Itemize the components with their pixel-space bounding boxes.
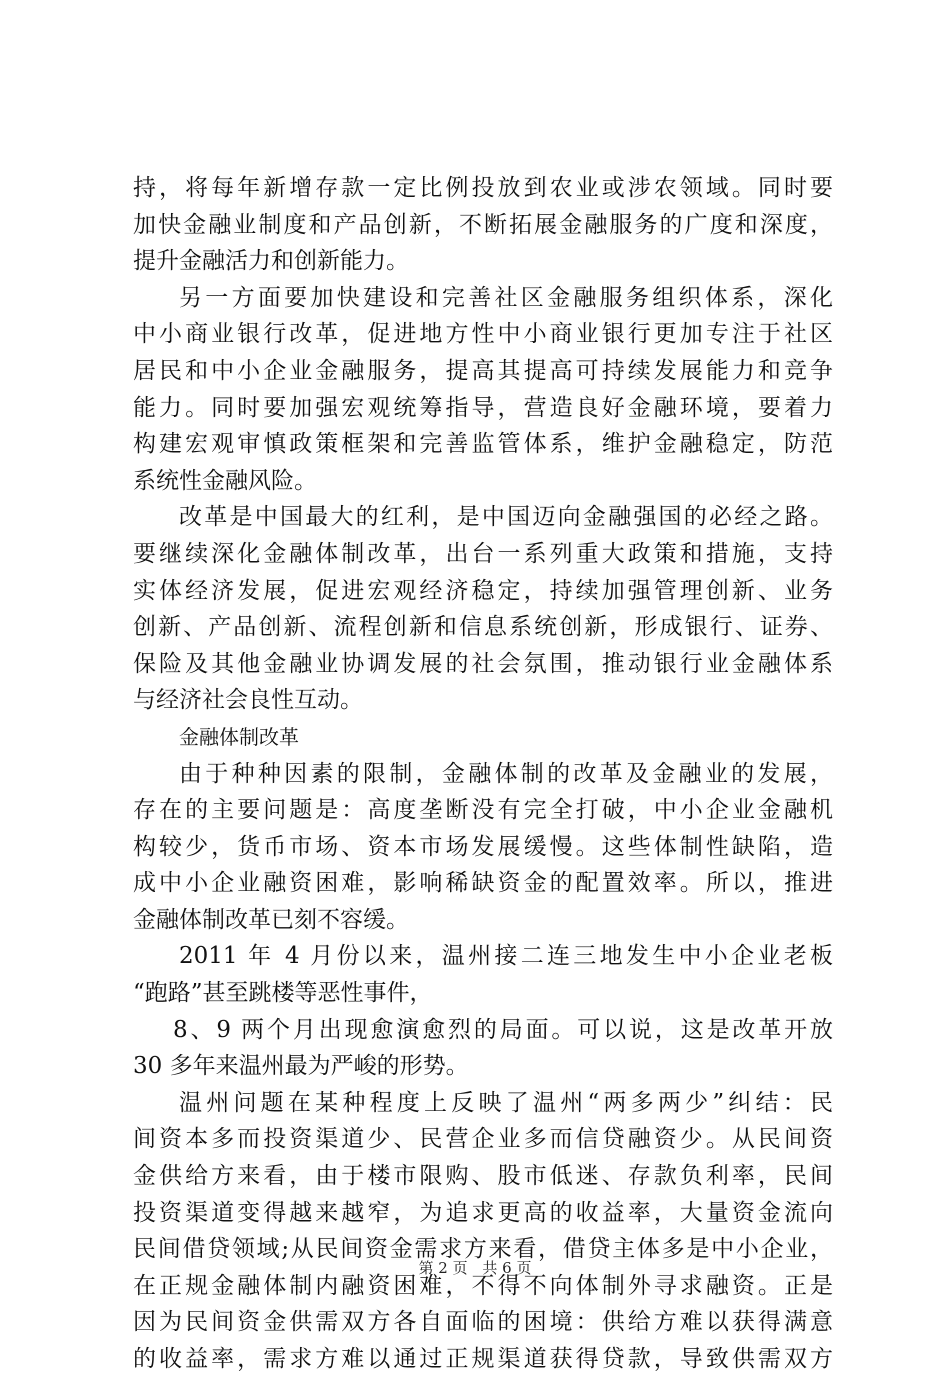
text-line: 实体经济发展，促进宏观经济稳定，持续加强管理创新、业务 [133, 577, 833, 604]
text-line: 30 多年来温州最为严峻的形势。 [133, 1053, 469, 1080]
text-line: 创新、产品创新、流程创新和信息系统创新，形成银行、证券、 [133, 614, 833, 641]
page-total: 共 6 页 [482, 1259, 532, 1277]
page-number: 第 2 页 [418, 1259, 468, 1277]
text-line: 间资本多而投资渠道少、民营企业多而信贷融资少。从民间资 [133, 1126, 833, 1153]
text-line: 提升金融活力和创新能力。 [133, 248, 409, 275]
text-line: 构建宏观审慎政策框架和完善监管体系，维护金融稳定，防范 [133, 431, 833, 458]
text-line: 能力。同时要加强宏观统筹指导，营造良好金融环境，要着力 [133, 394, 833, 421]
text-line: 中小商业银行改革，促进地方性中小商业银行更加专注于社区 [133, 321, 833, 348]
page-footer [0, 1258, 950, 1278]
text-line: 存在的主要问题是：高度垄断没有完全打破，中小企业金融机 [133, 797, 833, 824]
text-line: 因为民间资金供需双方各自面临的困境：供给方难以获得满意 [133, 1309, 833, 1336]
text-line: 加快金融业制度和产品创新，不断拓展金融服务的广度和深度， [133, 211, 833, 238]
text-line: 民间借贷领域;从民间资金需求方来看，借贷主体多是中小企业， [133, 1236, 833, 1263]
text-line: 由于种种因素的限制，金融体制的改革及金融业的发展， [179, 760, 833, 787]
text-line: 2011 年 4 月份以来，温州接二连三地发生中小企业老板 [179, 943, 833, 970]
text-line: 要继续深化金融体制改革，出台一系列重大政策和措施，支持 [133, 540, 833, 567]
text-line: 成中小企业融资困难，影响稀缺资金的配置效率。所以，推进 [133, 870, 833, 897]
text-line: 改革是中国最大的红利，是中国迈向金融强国的必经之路。 [179, 504, 833, 531]
text-line: 金供给方来看，由于楼市限购、股市低迷、存款负利率，民间 [133, 1163, 833, 1190]
document-body [133, 170, 833, 1378]
text-line: 温州问题在某种程度上反映了温州“两多两少”纠结：民 [179, 1089, 833, 1116]
text-line: 投资渠道变得越来越窄，为追求更高的收益率，大量资金流向 [133, 1199, 833, 1226]
section-heading: 金融体制改革 [179, 724, 299, 749]
text-line: “跑路”甚至跳楼等恶性事件， [133, 980, 433, 1007]
text-line: 保险及其他金融业协调发展的社会氛围，推动银行业金融体系 [133, 650, 833, 677]
text-line: 在正规金融体制内融资困难，不得不向体制外寻求融资。正是 [133, 1272, 833, 1299]
text-line: 居民和中小企业金融服务，提高其提高可持续发展能力和竞争 [133, 357, 833, 384]
text-line: 另一方面要加快建设和完善社区金融服务组织体系，深化 [179, 284, 833, 311]
text-line: 8、9 两个月出现愈演愈烈的局面。可以说，这是改革开放 [173, 1016, 833, 1043]
text-line: 系统性金融风险。 [133, 467, 317, 494]
text-line: 构较少，货币市场、资本市场发展缓慢。这些体制性缺陷，造 [133, 833, 833, 860]
text-line: 的收益率，需求方难以通过正规渠道获得贷款，导致供需双方 [133, 1346, 833, 1372]
text-line: 持，将每年新增存款一定比例投放到农业或涉农领域。同时要 [133, 175, 833, 201]
text-line: 金融体制改革已刻不容缓。 [133, 906, 409, 933]
text-line: 与经济社会良性互动。 [133, 687, 363, 714]
